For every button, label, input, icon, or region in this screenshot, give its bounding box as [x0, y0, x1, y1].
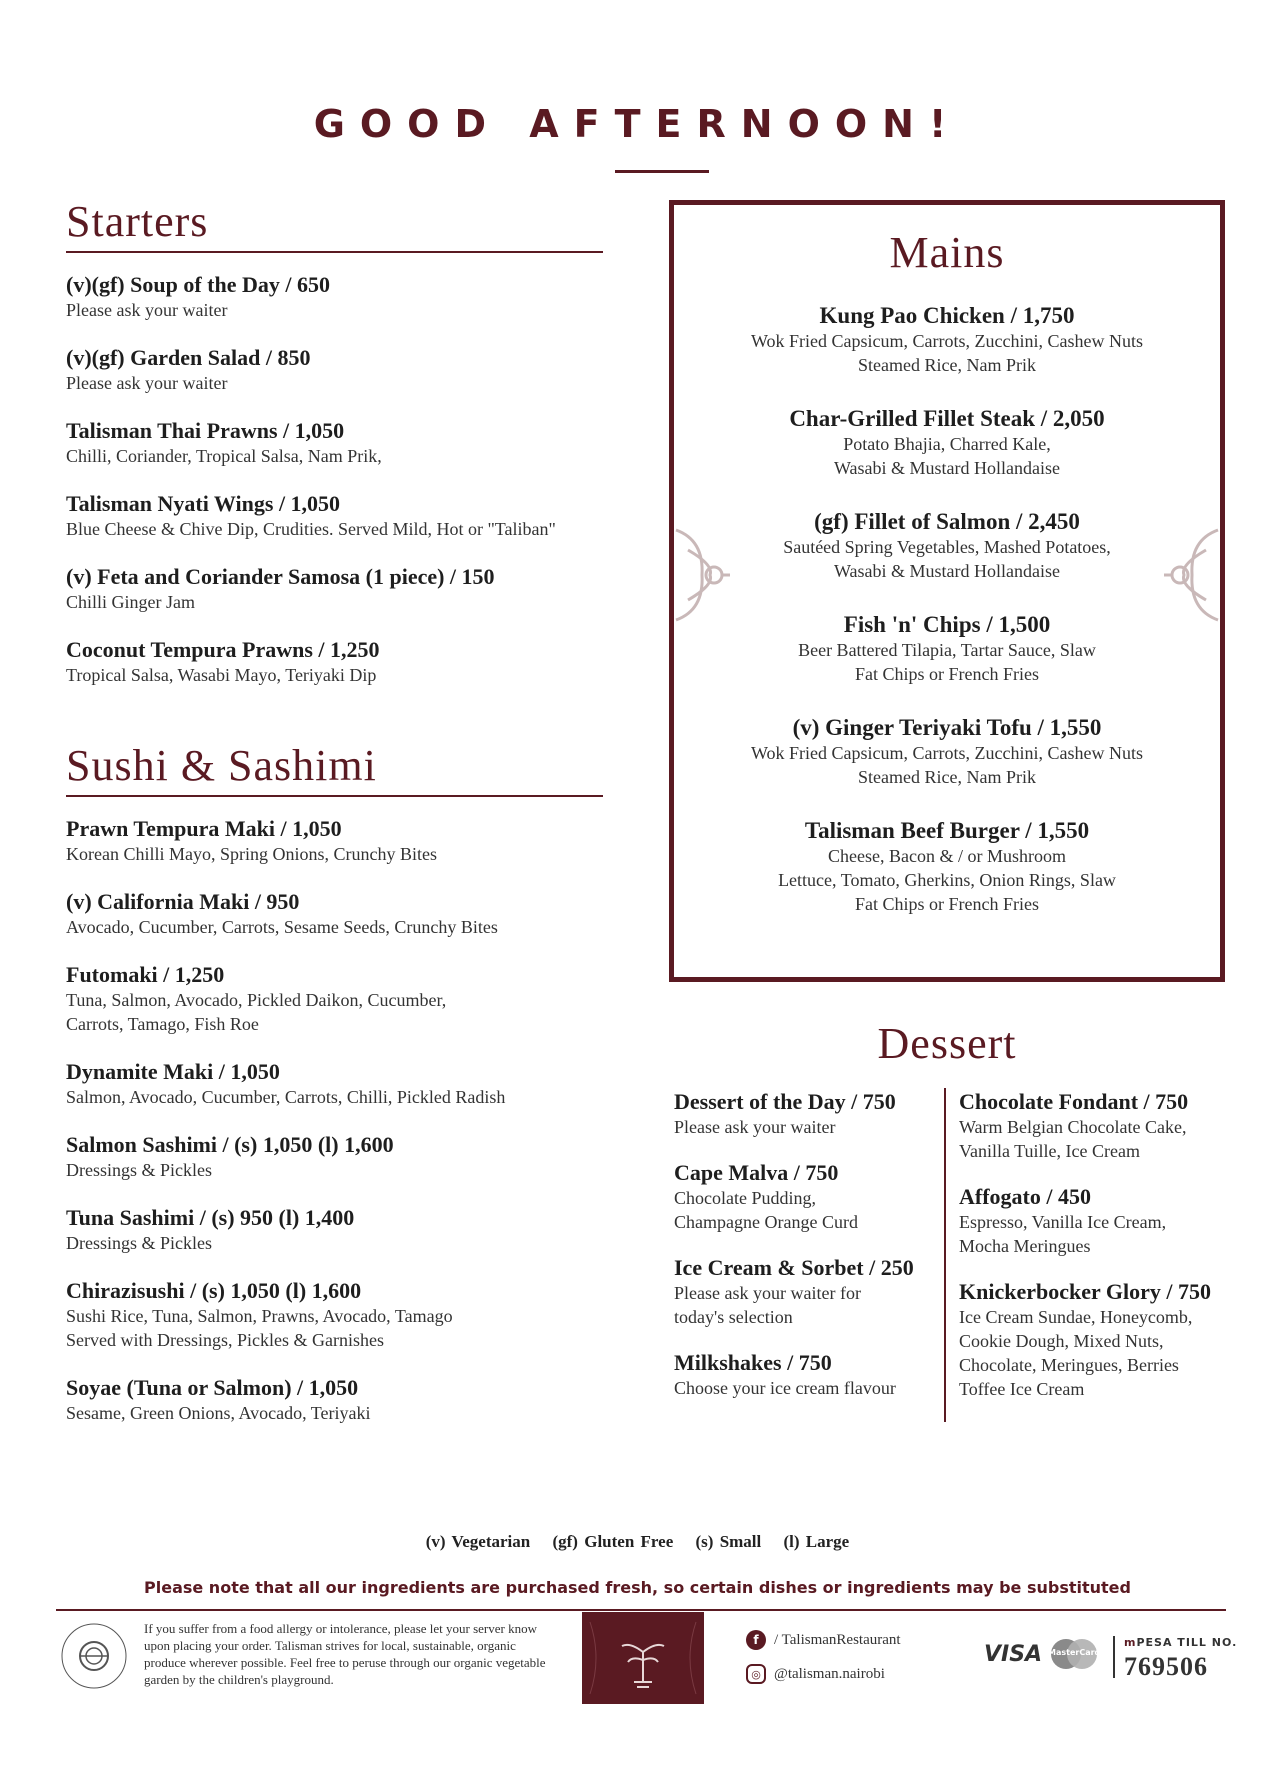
menu-item-description: Wasabi & Mustard Hollandaise [833, 561, 1060, 581]
menu-item-name: Chirazisushi / (s) 1,050 (l) 1,600 [66, 1278, 362, 1303]
menu-item-name: Cape Malva / 750 [674, 1160, 839, 1185]
menu-item-description: Please ask your waiter [674, 1117, 836, 1137]
menu-item-name: (v)(gf) Garden Salad / 850 [66, 345, 311, 370]
menu-item-description: Tropical Salsa, Wasabi Mayo, Teriyaki Dip [66, 665, 377, 685]
menu-item [66, 815, 603, 866]
mpesa-till-label: PESA TILL NO. [1136, 1636, 1238, 1649]
starters-section [66, 196, 603, 709]
menu-item-description: Sautéed Spring Vegetables, Mashed Potatoes, [783, 537, 1111, 557]
menu-item [66, 1204, 603, 1255]
menu-item-name: Ice Cream & Sorbet / 250 [674, 1255, 914, 1280]
menu-item-name: Dynamite Maki / 1,050 [66, 1059, 280, 1084]
menu-item-name: (gf) Fillet of Salmon / 2,450 [814, 509, 1080, 534]
menu-item-description: Mocha Meringues [959, 1236, 1091, 1256]
menu-item [674, 302, 1220, 377]
starters-list [66, 271, 603, 687]
mains-title: Mains [889, 228, 1005, 277]
menu-item-name: Prawn Tempura Maki / 1,050 [66, 816, 342, 841]
sushi-title: Sushi & Sashimi [66, 741, 377, 790]
menu-item-description: Korean Chilli Mayo, Spring Onions, Crunchy Bites [66, 844, 437, 864]
menu-item [66, 888, 603, 939]
ornament-right-icon [1162, 520, 1220, 630]
menu-item-name: Salmon Sashimi / (s) 1,050 (l) 1,600 [66, 1132, 394, 1157]
dessert-divider [944, 1088, 946, 1422]
dessert-right-list [959, 1088, 1229, 1421]
menu-item-description: Steamed Rice, Nam Prik [858, 355, 1036, 375]
menu-item [959, 1278, 1229, 1401]
menu-item-description: Chocolate, Meringues, Berries [959, 1355, 1179, 1375]
menu-item-name: Kung Pao Chicken / 1,750 [819, 303, 1075, 328]
menu-item-name: Coconut Tempura Prawns / 1,250 [66, 637, 380, 662]
mains-list [674, 302, 1220, 916]
legend-gluten-free: (gf) Gluten Free [552, 1532, 674, 1551]
starters-title: Starters [66, 197, 209, 246]
facebook-handle: / TalismanRestaurant [774, 1631, 901, 1648]
ornament-left-icon [674, 520, 732, 630]
menu-item-name: Talisman Beef Burger / 1,550 [804, 818, 1090, 843]
menu-item-description: Sesame, Green Onions, Avocado, Teriyaki [66, 1403, 371, 1423]
dessert-left-list [674, 1088, 924, 1420]
menu-item-description: Toffee Ice Cream [959, 1379, 1085, 1399]
facebook-link[interactable] [746, 1630, 901, 1650]
menu-item-description: Carrots, Tamago, Fish Roe [66, 1014, 259, 1034]
menu-item-description: Champagne Orange Curd [674, 1212, 858, 1232]
dietary-legend [0, 1532, 1275, 1552]
sushi-header [66, 740, 603, 797]
sushi-section [66, 740, 603, 1447]
menu-item-name: Char-Grilled Fillet Steak / 2,050 [789, 406, 1105, 431]
menu-item [66, 1058, 603, 1109]
menu-item-name: (v) California Maki / 950 [66, 889, 300, 914]
legend-small: (s) Small [695, 1532, 762, 1551]
title-divider [615, 170, 709, 173]
menu-item-description: Please ask your waiter [66, 300, 228, 320]
talisman-tree-icon [582, 1612, 704, 1704]
menu-item-name: (v)(gf) Soup of the Day / 650 [66, 272, 330, 297]
menu-item [674, 714, 1220, 789]
page-title: GOOD AFTERNOON! [313, 102, 962, 146]
menu-item-description: Sushi Rice, Tuna, Salmon, Prawns, Avocado, Tamago [66, 1306, 453, 1326]
menu-item-description: Dressings & Pickles [66, 1160, 212, 1180]
facebook-icon: f [746, 1630, 766, 1650]
menu-item [66, 1374, 603, 1425]
footer-divider [56, 1609, 1226, 1611]
menu-item-description: Please ask your waiter for [674, 1283, 861, 1303]
menu-item-description: Please ask your waiter [66, 373, 228, 393]
menu-item-description: Dressings & Pickles [66, 1233, 212, 1253]
menu-item [959, 1088, 1229, 1163]
menu-item-description: Tuna, Salmon, Avocado, Pickled Daikon, Cucumber, [66, 990, 447, 1010]
menu-item-name: (v) Feta and Coriander Samosa (1 piece) / 150 [66, 564, 495, 589]
menu-item-name: Soyae (Tuna or Salmon) / 1,050 [66, 1375, 359, 1400]
menu-item-name: Talisman Thai Prawns / 1,050 [66, 418, 345, 443]
freshness-notice: Please note that all our ingredients are purchased fresh, so certain dishes or ingredients may be substituted [144, 1578, 1131, 1597]
menu-item [66, 1277, 603, 1352]
menu-item-description: Ice Cream Sundae, Honeycomb, [959, 1307, 1193, 1327]
menu-item-name: Affogato / 450 [959, 1184, 1091, 1209]
menu-item [674, 1254, 924, 1329]
dessert-title: Dessert [877, 1019, 1017, 1068]
menu-item-description: Choose your ice cream flavour [674, 1378, 896, 1398]
menu-item [66, 490, 603, 541]
menu-item-description: Cookie Dough, Mixed Nuts, [959, 1331, 1164, 1351]
menu-item [66, 961, 603, 1036]
menu-item [66, 636, 603, 687]
menu-item-description: Warm Belgian Chocolate Cake, [959, 1117, 1187, 1137]
menu-item [674, 508, 1220, 583]
menu-item [66, 563, 603, 614]
mastercard-label: MasterCard [1048, 1648, 1101, 1657]
sushi-list [66, 815, 603, 1425]
menu-item [66, 271, 603, 322]
menu-item [66, 1131, 603, 1182]
menu-item-description: Beer Battered Tilapia, Tartar Sauce, Slaw [798, 640, 1096, 660]
menu-item-description: Blue Cheese & Chive Dip, Crudities. Served Mild, Hot or "Taliban" [66, 519, 556, 539]
menu-item-name: Fish 'n' Chips / 1,500 [843, 612, 1051, 637]
menu-item-description: Chocolate Pudding, [674, 1188, 816, 1208]
menu-item [66, 344, 603, 395]
visa-logo: VISA [984, 1642, 1043, 1667]
legend-vegetarian: (v) Vegetarian [425, 1532, 531, 1551]
talisman-logo [582, 1612, 704, 1704]
menu-item-description: Avocado, Cucumber, Carrots, Sesame Seeds, Crunchy Bites [66, 917, 498, 937]
menu-item-name: Futomaki / 1,250 [66, 962, 225, 987]
menu-item-name: Knickerbocker Glory / 750 [959, 1279, 1211, 1304]
menu-item-description: Salmon, Avocado, Cucumber, Carrots, Chilli, Pickled Radish [66, 1087, 506, 1107]
menu-item-name: Milkshakes / 750 [674, 1350, 832, 1375]
menu-item-description: Fat Chips or French Fries [855, 894, 1039, 914]
menu-item-name: Tuna Sashimi / (s) 950 (l) 1,400 [66, 1205, 355, 1230]
menu-item-description: Served with Dressings, Pickles & Garnishes [66, 1330, 384, 1350]
mpesa-till-number: 769506 [1124, 1652, 1208, 1681]
menu-item [674, 1349, 924, 1400]
menu-item-name: Talisman Nyati Wings / 1,050 [66, 491, 341, 516]
mpesa-divider [1113, 1636, 1115, 1678]
menu-item [674, 611, 1220, 686]
menu-item-description: Lettuce, Tomato, Gherkins, Onion Rings, Slaw [778, 870, 1116, 890]
mpesa-m: m [1124, 1636, 1137, 1649]
instagram-icon: ◎ [746, 1664, 766, 1684]
menu-item-description: Wok Fried Capsicum, Carrots, Zucchini, Cashew Nuts [751, 331, 1143, 351]
starters-header [66, 196, 603, 253]
soil-association-logo-icon [60, 1622, 128, 1690]
menu-item-name: Dessert of the Day / 750 [674, 1089, 896, 1114]
menu-item-description: Steamed Rice, Nam Prik [858, 767, 1036, 787]
menu-item-description: Wasabi & Mustard Hollandaise [833, 458, 1060, 478]
mpesa-label [1124, 1636, 1237, 1649]
menu-item [674, 405, 1220, 480]
instagram-handle: @talisman.nairobi [774, 1665, 885, 1682]
menu-item-description: Wok Fried Capsicum, Carrots, Zucchini, Cashew Nuts [751, 743, 1143, 763]
menu-item-name: Chocolate Fondant / 750 [959, 1089, 1189, 1114]
legend-large: (l) Large [783, 1532, 850, 1551]
menu-item [674, 1159, 924, 1234]
menu-item [66, 417, 603, 468]
menu-item-description: today's selection [674, 1307, 793, 1327]
menu-item-description: Espresso, Vanilla Ice Cream, [959, 1212, 1167, 1232]
menu-item [674, 817, 1220, 916]
menu-item-description: Fat Chips or French Fries [855, 664, 1039, 684]
menu-item-description: Chilli Ginger Jam [66, 592, 195, 612]
menu-item-description: Chilli, Coriander, Tropical Salsa, Nam Prik, [66, 446, 382, 466]
allergy-notice: If you suffer from a food allergy or intolerance, please let your server know upon placing your order. Talisman strives for local, sustainable, organic produce wherever possible. Feel free to peruse through our organic vegetable garden by the children's playground. [144, 1621, 546, 1687]
menu-item-description: Cheese, Bacon & / or Mushroom [828, 846, 1066, 866]
menu-item-description: Vanilla Tuille, Ice Cream [959, 1141, 1140, 1161]
mains-section [669, 200, 1225, 982]
menu-item [674, 1088, 924, 1139]
instagram-link[interactable] [746, 1664, 885, 1684]
menu-item-name: (v) Ginger Teriyaki Tofu / 1,550 [792, 715, 1102, 740]
menu-item [959, 1183, 1229, 1258]
menu-item-description: Potato Bhajia, Charred Kale, [843, 434, 1051, 454]
